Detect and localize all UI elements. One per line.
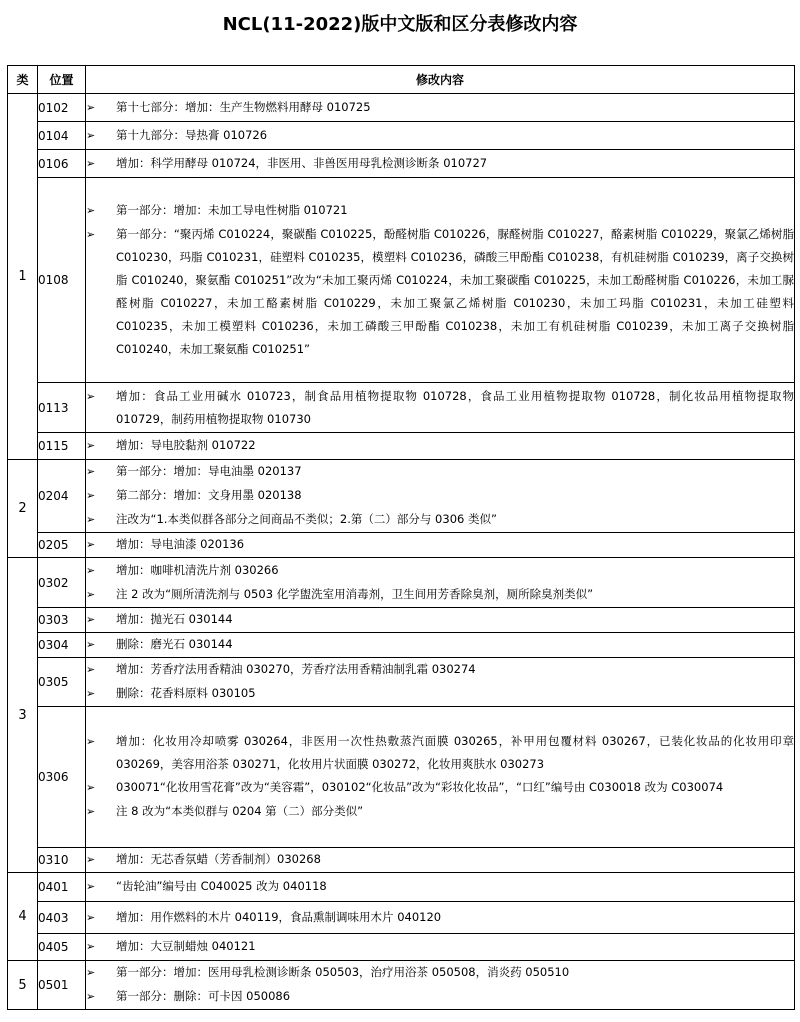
- modification-item: [86, 484, 794, 508]
- modification-content-cell: [86, 902, 795, 934]
- modification-item: [86, 96, 794, 120]
- modification-item: [86, 935, 794, 959]
- modification-text: 增加：无芯香氛蜡（芳香制剂）030268: [116, 852, 321, 866]
- modification-text: 第一部分：增加：医用母乳检测诊断条 050503，治疗用浴茶 050508，消炎药 050510: [116, 965, 570, 979]
- bullet-arrow-icon: ➢: [86, 389, 96, 403]
- class-number-cell: 1: [8, 94, 38, 460]
- modification-content-cell: [86, 178, 795, 383]
- table-row: [8, 873, 795, 902]
- class-number-cell: 3: [8, 558, 38, 873]
- bullet-arrow-icon: ➢: [86, 228, 96, 241]
- modification-content-cell: [86, 934, 795, 961]
- modification-item: [86, 385, 794, 431]
- modification-item: [86, 152, 794, 176]
- modification-item: [86, 460, 794, 484]
- modification-text: 注 8 改为“本类似群与 0204 第（二）部分类似”: [116, 804, 364, 818]
- table-body: [8, 94, 795, 1010]
- position-code-cell: 0305: [38, 658, 86, 707]
- table-row: [8, 533, 795, 558]
- bullet-arrow-icon: ➢: [86, 563, 96, 577]
- modification-item: [86, 800, 794, 824]
- position-code-cell: 0115: [38, 433, 86, 460]
- modification-item: [86, 961, 794, 985]
- modification-item: [86, 559, 794, 583]
- modification-content-cell: [86, 658, 795, 707]
- modification-content-cell: [86, 848, 795, 873]
- document-title: NCL(11-2022)版中文版和区分表修改内容: [222, 14, 578, 35]
- bullet-arrow-icon: ➢: [86, 613, 96, 626]
- bullet-arrow-icon: ➢: [86, 465, 96, 478]
- modification-content-cell: [86, 433, 795, 460]
- header-class: 类: [8, 66, 38, 94]
- modification-item: [86, 508, 794, 532]
- bullet-arrow-icon: ➢: [86, 805, 96, 818]
- table-row: [8, 658, 795, 707]
- table-row: [8, 848, 795, 873]
- bullet-arrow-icon: ➢: [86, 910, 96, 924]
- class-number-cell: 2: [8, 460, 38, 558]
- modification-text: 增加：抛光石 030144: [116, 612, 233, 626]
- bullet-arrow-icon: ➢: [86, 100, 96, 114]
- bullet-arrow-icon: ➢: [86, 966, 96, 979]
- modification-text: 增加：芳香疗法用香精油 030270，芳香疗法用香精油制乳霜 030274: [116, 662, 476, 676]
- bullet-arrow-icon: ➢: [86, 687, 96, 700]
- modification-content-cell: [86, 961, 795, 1010]
- header-position: 位置: [38, 66, 86, 94]
- position-code-cell: 0302: [38, 558, 86, 608]
- modification-item: [86, 583, 794, 607]
- modification-item: [86, 608, 794, 632]
- bullet-arrow-icon: ➢: [86, 990, 96, 1003]
- modification-text: 第一部分：删除：可卡因 050086: [116, 989, 291, 1003]
- modification-text: 增加：化妆用冷却喷雾 030264，非医用一次性热敷蒸汽面膜 030265，补甲用包覆材料 030267，已装化妆品的化妆用印章 030269，美容用浴茶 030271，化妆用片状面膜 030272，化妆用爽肤水 030273: [116, 734, 794, 771]
- position-code-cell: 0102: [38, 94, 86, 122]
- bullet-arrow-icon: ➢: [86, 587, 96, 601]
- table-row: [8, 902, 795, 934]
- modification-item: [86, 985, 794, 1009]
- bullet-arrow-icon: ➢: [86, 489, 96, 502]
- modification-item: [86, 776, 794, 800]
- position-code-cell: 0405: [38, 934, 86, 961]
- modification-text: 注改为“1.本类似群各部分之间商品不类似；2.第（二）部分与 0306 类似”: [116, 512, 497, 526]
- table-header-row: [8, 66, 795, 94]
- position-code-cell: 0205: [38, 533, 86, 558]
- table-row: [8, 961, 795, 1010]
- table-row: [8, 608, 795, 633]
- modification-text: 第十七部分：增加：生产生物燃料用酵母 010725: [116, 99, 371, 114]
- modification-text: 增加：导电胶黏剂 010722: [116, 438, 256, 452]
- modification-item: [86, 875, 794, 899]
- modification-item: [86, 199, 794, 223]
- bullet-arrow-icon: ➢: [86, 880, 96, 893]
- modification-content-cell: [86, 533, 795, 558]
- table-row: [8, 707, 795, 848]
- position-code-cell: 0310: [38, 848, 86, 873]
- position-code-cell: 0113: [38, 383, 86, 433]
- modification-text: 增加：用作燃料的木片 040119，食品熏制调味用木片 040120: [116, 909, 442, 924]
- modification-content-cell: [86, 633, 795, 658]
- modification-content-cell: [86, 383, 795, 433]
- modification-text: 增加：食品工业用碱水 010723，制食品用植物提取物 010728，食品工业用植物提取物 010728，制化妆品用植物提取物 010729，制药用植物提取物 010730: [116, 388, 794, 426]
- bullet-arrow-icon: ➢: [86, 128, 96, 142]
- modification-text: 删除：磨光石 030144: [116, 637, 233, 651]
- position-code-cell: 0104: [38, 122, 86, 150]
- modification-text: 增加：导电油漆 020136: [116, 537, 245, 551]
- modification-item: [86, 223, 794, 361]
- modification-content-cell: [86, 150, 795, 178]
- modification-text: 增加：大豆制蜡烛 040121: [116, 939, 256, 953]
- bullet-arrow-icon: ➢: [86, 156, 96, 170]
- modification-item: [86, 434, 794, 458]
- modification-content-cell: [86, 873, 795, 902]
- table-row: [8, 94, 795, 122]
- modification-content-cell: [86, 608, 795, 633]
- modification-item: [86, 633, 794, 657]
- modification-table: [7, 65, 795, 1010]
- modification-text: 030071“化妆用雪花膏”改为“美容霜”，030102“化妆品”改为“彩妆化妆品”，“口红”编号由 C030018 改为 C030074: [116, 780, 724, 794]
- bullet-arrow-icon: ➢: [86, 853, 96, 866]
- modification-text: 增加：科学用酵母 010724，非医用、非兽医用母乳检测诊断条 010727: [116, 155, 488, 170]
- bullet-arrow-icon: ➢: [86, 538, 96, 551]
- position-code-cell: 0306: [38, 707, 86, 848]
- bullet-arrow-icon: ➢: [86, 735, 96, 748]
- modification-item: [86, 658, 794, 682]
- class-number-cell: 4: [8, 873, 38, 961]
- position-code-cell: 0106: [38, 150, 86, 178]
- modification-item: [86, 848, 794, 872]
- table-row: [8, 383, 795, 433]
- table-row: [8, 558, 795, 608]
- bullet-arrow-icon: ➢: [86, 781, 96, 794]
- modification-item: [86, 682, 794, 706]
- header-content: 修改内容: [86, 66, 795, 94]
- position-code-cell: 0403: [38, 902, 86, 934]
- modification-item: [86, 124, 794, 148]
- position-code-cell: 0108: [38, 178, 86, 383]
- position-code-cell: 0501: [38, 961, 86, 1010]
- table-row: [8, 633, 795, 658]
- table-row: [8, 934, 795, 961]
- table-row: [8, 150, 795, 178]
- position-code-cell: 0304: [38, 633, 86, 658]
- modification-content-cell: [86, 558, 795, 608]
- bullet-arrow-icon: ➢: [86, 439, 96, 452]
- position-code-cell: 0401: [38, 873, 86, 902]
- modification-text: 第一部分：“聚丙烯 C010224，聚碳酯 C010225，酚醛树脂 C010226，脲醛树脂 C010227，酪素树脂 C010229，聚氯乙烯树脂 C010230，玛脂 C010231，硅塑料 C010235，模塑料 C010236，磷酸三甲酚酯 C010238，有机硅树脂 C010239，离子交换树脂 C010240，聚氨酯 C010251”改为“未加工聚丙烯 C010224，未加工聚碳酯 C010225，未加工酚醛树脂 C010226，未加工脲醛树脂 C010227，未加工酪素树脂 C010229，未加工聚氯乙烯树脂 C010230，未加工玛脂 C010231，未加工硅塑料 C010235，未加工模塑料 C010236，未加工磷酸三甲酚酯 C010238，未加工有机硅树脂 C010239，未加工离子交换树脂 C010240，未加工聚氨酯 C010251”: [116, 227, 794, 356]
- modification-text: 第二部分：增加：文身用墨 020138: [116, 488, 302, 502]
- position-code-cell: 0204: [38, 460, 86, 533]
- bullet-arrow-icon: ➢: [86, 513, 96, 526]
- table-row: [8, 460, 795, 533]
- modification-item: [86, 533, 794, 557]
- modification-content-cell: [86, 122, 795, 150]
- modification-content-cell: [86, 460, 795, 533]
- modification-item: [86, 906, 794, 930]
- table-row: [8, 433, 795, 460]
- modification-text: 删除：花香料原料 030105: [116, 686, 256, 700]
- bullet-arrow-icon: ➢: [86, 940, 96, 953]
- modification-item: [86, 730, 794, 776]
- modification-text: 注 2 改为“厕所清洗剂与 0503 化学盥洗室用消毒剂，卫生间用芳香除臭剂，厕所除臭剂类似”: [116, 586, 594, 601]
- bullet-arrow-icon: ➢: [86, 638, 96, 651]
- modification-text: 第十九部分：导热膏 010726: [116, 127, 268, 142]
- modification-content-cell: [86, 94, 795, 122]
- modification-text: 增加：咖啡机清洗片剂 030266: [116, 562, 279, 577]
- position-code-cell: 0303: [38, 608, 86, 633]
- table-row: [8, 178, 795, 383]
- bullet-arrow-icon: ➢: [86, 204, 96, 217]
- table-row: [8, 122, 795, 150]
- modification-text: 第一部分：增加：未加工导电性树脂 010721: [116, 203, 348, 217]
- modification-content-cell: [86, 707, 795, 848]
- modification-text: 第一部分：增加：导电油墨 020137: [116, 464, 302, 478]
- modification-text: “齿轮油”编号由 C040025 改为 040118: [116, 879, 327, 893]
- bullet-arrow-icon: ➢: [86, 663, 96, 676]
- class-number-cell: 5: [8, 961, 38, 1010]
